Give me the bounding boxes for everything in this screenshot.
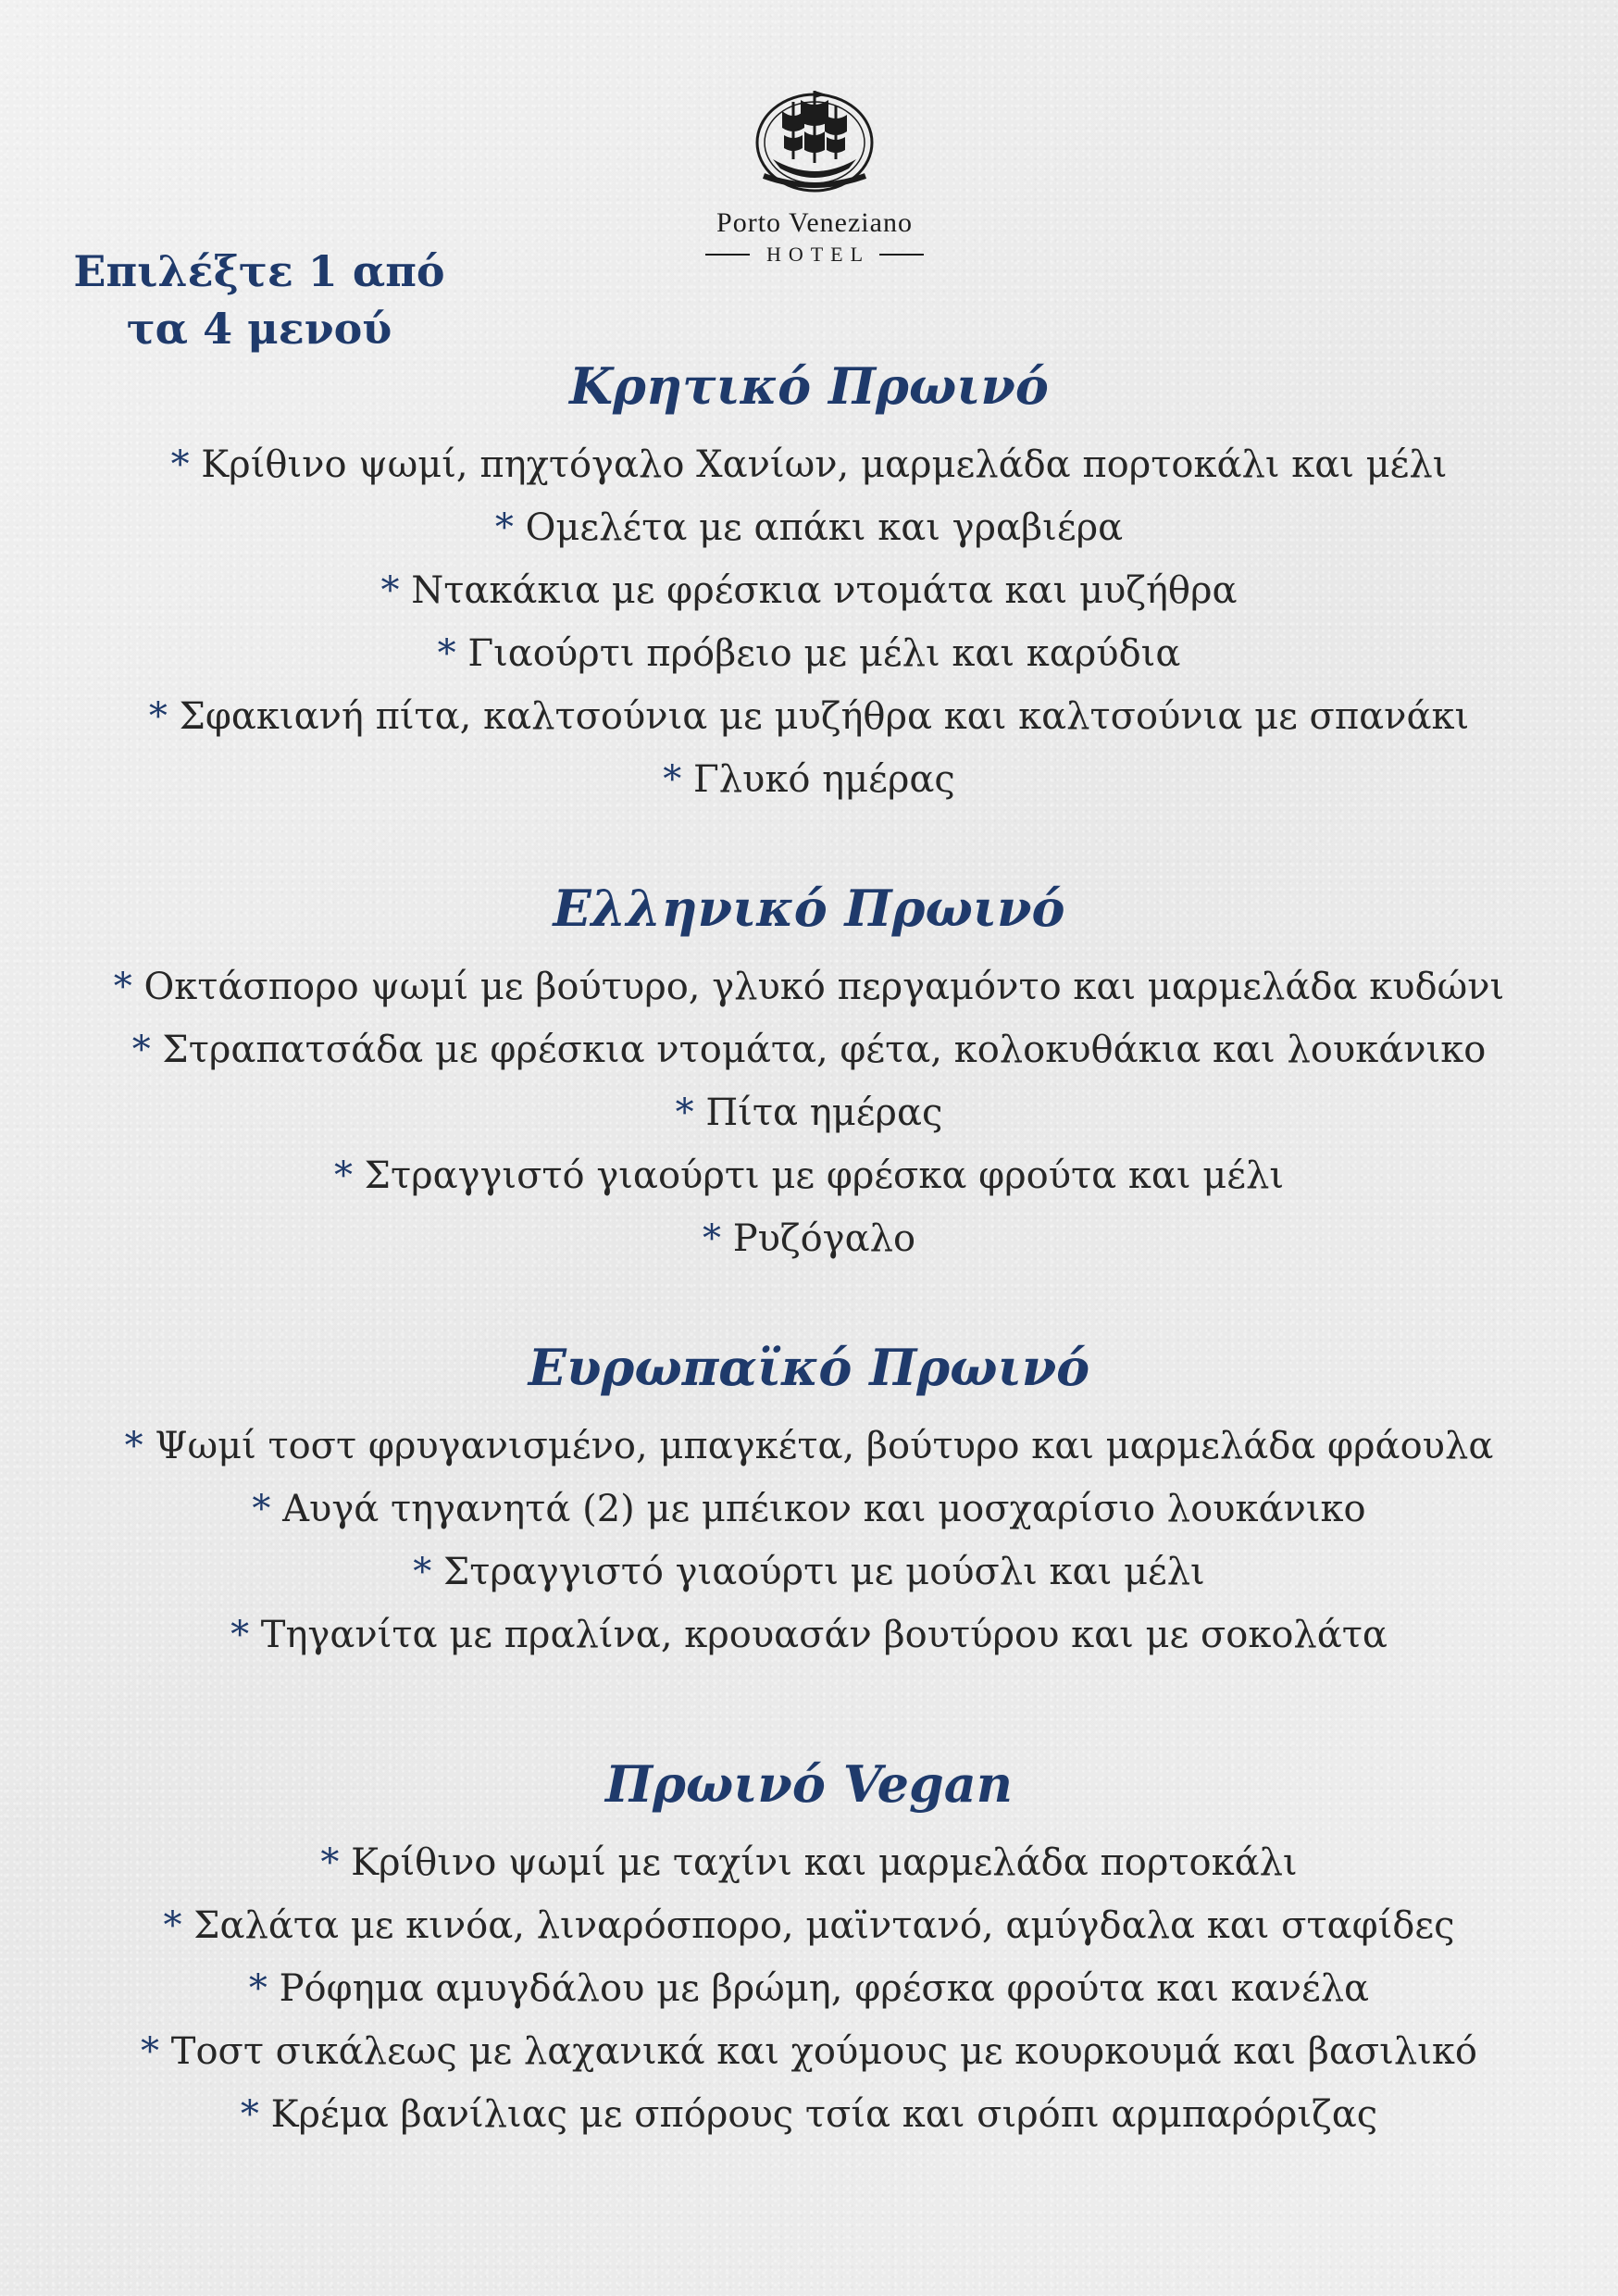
bullet-star: * xyxy=(248,1967,268,2010)
menu-item xyxy=(56,433,1562,496)
bullet-star: * xyxy=(252,1488,271,1530)
menu-item-text: Κρίθινο ψωμί με ταχίνι και μαρμελάδα πορτοκάλι xyxy=(351,1841,1298,1884)
menu-item-text: Ρυζόγαλο xyxy=(732,1217,916,1260)
bullet-star: * xyxy=(413,1551,432,1593)
menu-item-text: Αυγά τηγανητά (2) με μπέικον και μοσχαρίσιο λουκάνικο xyxy=(282,1488,1366,1530)
bullet-star: * xyxy=(113,966,132,1008)
bullet-star: * xyxy=(230,1614,250,1656)
menu-item-text: Σαλάτα με κινόα, λιναρόσπορο, μαϊντανό, αμύγδαλα και σταφίδες xyxy=(193,1904,1455,1947)
section-title: Ελληνικό Πρωινό xyxy=(553,879,1065,938)
menu-section-vegan xyxy=(56,1752,1562,2146)
bullet-star: * xyxy=(675,1092,694,1134)
menu-item xyxy=(56,2020,1562,2083)
menu-item xyxy=(56,496,1562,559)
menu-item-text: Κρέμα βανίλιας με σπόρους τσία και σιρόπι αρμπαρόριζας xyxy=(270,2093,1378,2136)
hotel-logo xyxy=(666,74,963,293)
menu-item xyxy=(56,1831,1562,1894)
menu-item xyxy=(56,1144,1562,1207)
menu-item-text: Κρίθινο ψωμί, πηχτόγαλο Χανίων, μαρμελάδα πορτοκάλι και μέλι xyxy=(201,443,1448,486)
logo-name: Porto Veneziano xyxy=(716,207,913,238)
menu-item-text: Πίτα ημέρας xyxy=(705,1092,943,1134)
ship-emblem-icon xyxy=(745,74,884,204)
menu-item xyxy=(56,685,1562,748)
bullet-star: * xyxy=(333,1154,353,1197)
menu-item xyxy=(56,1478,1562,1541)
menu-item xyxy=(56,1018,1562,1081)
menu-item xyxy=(56,622,1562,685)
logo-divider-right xyxy=(879,254,924,256)
menu-item xyxy=(56,1957,1562,2020)
menu-section-cretan xyxy=(56,354,1562,811)
bullet-star: * xyxy=(240,2093,259,2136)
logo-subtitle: HOTEL xyxy=(765,243,871,266)
menu-item xyxy=(56,1603,1562,1666)
menu-item xyxy=(56,2083,1562,2146)
menu-item-text: Ομελέτα με απάκι και γραβιέρα xyxy=(525,506,1124,549)
menu-item-text: Στραπατσάδα με φρέσκια ντομάτα, φέτα, κολοκυθάκια και λουκάνικο xyxy=(162,1029,1487,1071)
menu-section-european xyxy=(56,1335,1562,1666)
section-title: Κρητικό Πρωινό xyxy=(569,356,1049,416)
logo-divider-left xyxy=(705,254,750,256)
choose-note-line-2: τα 4 μενού xyxy=(126,304,392,354)
bullet-star: * xyxy=(437,632,456,675)
bullet-star: * xyxy=(148,695,168,738)
menu-item xyxy=(56,1207,1562,1270)
menu-item xyxy=(56,559,1562,622)
menu-item-text: Γιαούρτι πρόβειο με μέλι και καρύδια xyxy=(467,632,1181,675)
bullet-star: * xyxy=(170,443,190,486)
choose-note-line-1: Επιλέξτε 1 από xyxy=(73,246,445,296)
bullet-star: * xyxy=(380,569,400,612)
menu-item-text: Σφακιανή πίτα, καλτσούνια με μυζήθρα και καλτσούνια με σπανάκι xyxy=(179,695,1470,738)
menu-section-greek xyxy=(56,876,1562,1270)
bullet-star: * xyxy=(141,2030,160,2073)
section-title: Πρωινό Vegan xyxy=(604,1754,1014,1814)
menu-item xyxy=(56,1894,1562,1957)
menu-item xyxy=(56,748,1562,811)
bullet-star: * xyxy=(702,1217,721,1260)
menu-item-text: Στραγγιστό γιαούρτι με φρέσκα φρούτα και μέλι xyxy=(364,1154,1285,1197)
bullet-star: * xyxy=(131,1029,151,1071)
section-title: Ευρωπαϊκό Πρωινό xyxy=(528,1338,1090,1397)
menu-item-text: Ψωμί τοστ φρυγανισμένο, μπαγκέτα, βούτυρο και μαρμελάδα φράουλα xyxy=(155,1425,1494,1467)
menu-item xyxy=(56,1541,1562,1603)
menu-item-text: Τηγανίτα με πραλίνα, κρουασάν βουτύρου και με σοκολάτα xyxy=(260,1614,1388,1656)
menu-item-text: Ντακάκια με φρέσκια ντομάτα και μυζήθρα xyxy=(411,569,1238,612)
choose-menu-note xyxy=(56,243,463,357)
bullet-star: * xyxy=(320,1841,340,1884)
menu-item-text: Γλυκό ημέρας xyxy=(692,758,955,801)
bullet-star: * xyxy=(494,506,514,549)
bullet-star: * xyxy=(663,758,682,801)
menu-item-text: Τοστ σικάλεως με λαχανικά και χούμους με κουρκουμά και βασιλικό xyxy=(170,2030,1477,2073)
logo-sub-row xyxy=(666,243,963,267)
bullet-star: * xyxy=(163,1904,182,1947)
menu-item-text: Οκτάσπορο ψωμί με βούτυρο, γλυκό περγαμόντο και μαρμελάδα κυδώνι xyxy=(143,966,1505,1008)
menu-item-text: Στραγγιστό γιαούρτι με μούσλι και μέλι xyxy=(442,1551,1205,1593)
menu-item xyxy=(56,1081,1562,1144)
bullet-star: * xyxy=(124,1425,143,1467)
menu-item-text: Ρόφημα αμυγδάλου με βρώμη, φρέσκα φρούτα και κανέλα xyxy=(279,1967,1370,2010)
menu-item xyxy=(56,955,1562,1018)
menu-item xyxy=(56,1415,1562,1478)
